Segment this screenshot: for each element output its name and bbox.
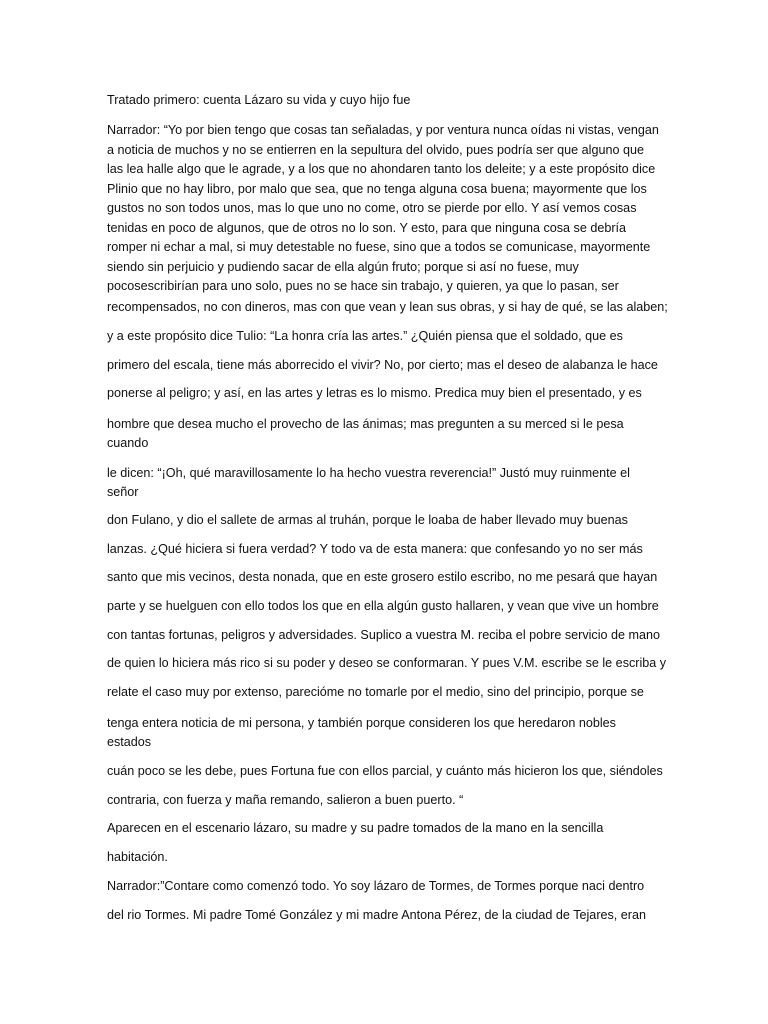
text-line: con tantas fortunas, peligros y adversidades. Suplico a vuestra M. reciba el pobre servicio de mano	[107, 628, 661, 642]
text-line-wrapped: le dicen: “¡Oh, qué maravillosamente lo ha hecho vuestra reverencia!” Justó muy ruinmente el señor	[107, 466, 630, 499]
text-line: tenidas en poco de algunos, que de otros no lo son. Y esto, para que ninguna cosa se debría	[107, 220, 627, 235]
text-line: del rio Tormes. Mi padre Tomé González y mi madre Antona Pérez, de la ciudad de Tejares, eran	[107, 908, 647, 922]
document-title: Tratado primero: cuenta Lázaro su vida y cuyo hijo fue	[107, 93, 411, 107]
text-line: siendo sin perjuicio y pudiendo sacar de ella algún fruto; porque si así no fuese, muy	[107, 259, 579, 274]
text-line: de quien lo hiciera más rico si su poder y deseo se conformaran. Y pues V.M. escribe se le escriba y	[107, 656, 667, 670]
text-line: romper ni echar a mal, si muy detestable no fuese, sino que a todos se comunicase, mayormente	[107, 240, 651, 254]
text-line: Narrador:”Contare como comenzó todo. Yo soy lázaro de Tormes, de Tormes porque naci dentro	[107, 879, 645, 893]
text-line: Narrador: “Yo por bien tengo que cosas tan señaladas, y por ventura nunca oídas ni vistas, vengan	[107, 123, 659, 137]
text-line: gustos no son todos unos, mas lo que uno no come, otro se pierde por ello. Y así vemos cosas	[107, 201, 637, 215]
text-line: ponerse al peligro; y así, en las artes y letras es lo mismo. Predica muy bien el presentado, y es	[107, 386, 642, 400]
text-line: las lea halle algo que le agrade, y a los que no ahondaren tanto los deleite; y a este propósito dice	[107, 162, 656, 176]
text-line: recompensados, no con dineros, mas con que vean y lean sus obras, y si hay de qué, se las alaben;	[107, 300, 668, 314]
text-line: contraria, con fuerza y maña remando, salieron a buen puerto. “	[107, 793, 464, 807]
text-line: lanzas. ¿Qué hiciera si fuera verdad? Y todo va de esta manera: que confesando yo no ser más	[107, 542, 643, 556]
text-line: primero del escala, tiene más aborrecido el vivir? No, por cierto; mas el deseo de alabanza le hace	[107, 358, 658, 372]
text-line: Plinio que no hay libro, por malo que sea, que no tenga alguna cosa buena; mayormente que los	[107, 181, 647, 196]
text-line: don Fulano, y dio el sallete de armas al truhán, porque le loaba de haber llevado muy buenas	[107, 513, 628, 527]
text-line-wrapped: tenga entera noticia de mi persona, y también porque consideren los que heredaron nobles estados	[107, 716, 616, 749]
text-line: a noticia de muchos y no se entierren en la sepultura del olvido, pues podría ser que alguno que	[107, 142, 644, 157]
text-line: parte y se huelguen con ello todos los que en ella algún gusto hallaren, y vean que vive un hombre	[107, 599, 659, 613]
text-line: Aparecen en el escenario lázaro, su madre y su padre tomados de la mano en la sencilla	[107, 821, 604, 835]
text-line: y a este propósito dice Tulio: “La honra cría las artes.” ¿Quién piensa que el soldado, que es	[107, 329, 623, 343]
text-line: habitación.	[107, 850, 168, 864]
text-line: relate el caso muy por extenso, parecióme no tomarle por el medio, sino del principio, porque se	[107, 685, 644, 699]
text-line: cuán poco se les debe, pues Fortuna fue con ellos parcial, y cuánto más hicieron los que, siéndoles	[107, 764, 663, 778]
text-line: santo que mis vecinos, desta nonada, que en este grosero estilo escribo, no me pesará que hayan	[107, 570, 658, 584]
paragraph-narrador-intro	[107, 121, 662, 297]
text-line: pocosescribirían para uno solo, pues no se hace sin trabajo, y quieren, ya que lo pasan, ser	[107, 279, 619, 293]
text-line-wrapped: hombre que desea mucho el provecho de las ánimas; mas pregunten a su merced si le pesa cuando	[107, 417, 624, 450]
